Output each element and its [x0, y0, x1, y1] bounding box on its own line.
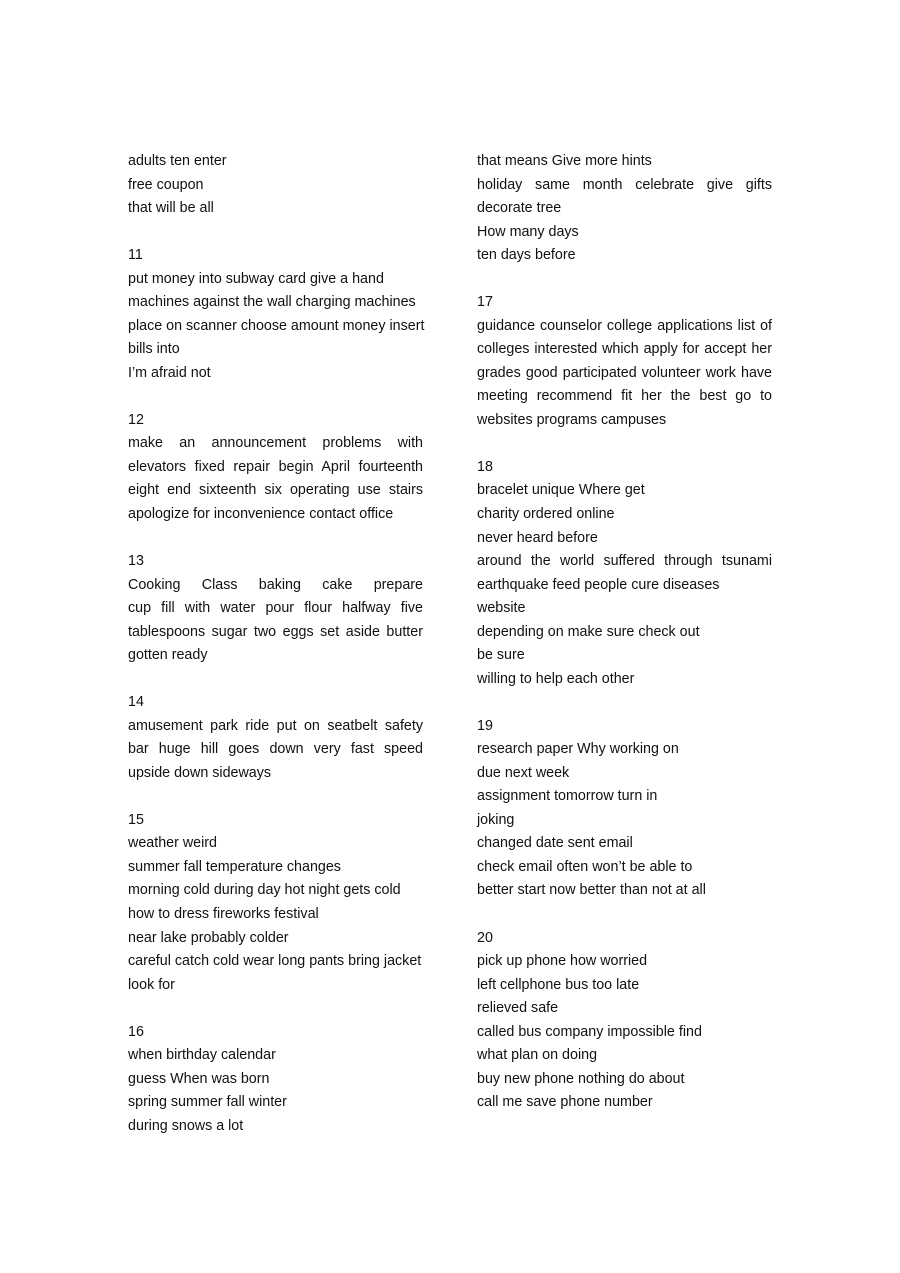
text-line: cup fill with water pour flour halfway five [128, 600, 423, 617]
blank-line [477, 268, 772, 292]
text-line: called bus company impossible find [477, 1023, 702, 1040]
text-line: guidance counselor college applications list of [477, 317, 772, 334]
text-line: look for [128, 976, 175, 993]
text-line: How many days [477, 223, 579, 240]
text-line: that means Give more hints [477, 153, 652, 169]
text-line: put money into subway card give a hand [128, 270, 384, 287]
text-line: bills into [128, 341, 180, 358]
blank-line [128, 785, 423, 809]
blank-line [477, 432, 772, 456]
text-line: colleges interested which apply for accept her [477, 341, 772, 358]
text-line: call me save phone number [477, 1094, 653, 1111]
section-number: 13 [128, 553, 144, 570]
text-line: place on scanner choose amount money insert [128, 317, 425, 334]
text-line: holiday same month celebrate give gifts [477, 176, 772, 193]
text-line: ten days before [477, 247, 576, 264]
text-line: when birthday calendar [128, 1047, 276, 1064]
text-line: decorate tree [477, 200, 562, 217]
text-line: Cooking Class baking cake prepare [128, 576, 423, 593]
text-line: depending on make sure check out [477, 623, 700, 640]
blank-line [128, 997, 423, 1021]
blank-line [128, 385, 423, 409]
text-line: website [477, 600, 526, 617]
text-line: how to dress fireworks festival [128, 906, 319, 922]
text-line: research paper Why working on [477, 741, 679, 758]
text-line: free coupon [128, 176, 204, 193]
text-line: make an announcement problems with [128, 435, 423, 452]
text-line: charity ordered online [477, 505, 615, 522]
section-number: 18 [477, 458, 493, 475]
text-line: grades good participated volunteer work have [477, 364, 772, 381]
blank-line [128, 221, 423, 245]
section-number: 14 [128, 694, 144, 711]
text-line: amusement park ride put on seatbelt safety [128, 717, 423, 734]
text-line: relieved safe [477, 1000, 559, 1017]
text-line: tablespoons sugar two eggs set aside butter [128, 623, 423, 640]
text-line: assignment tomorrow turn in [477, 788, 658, 805]
section-number: 17 [477, 294, 493, 311]
text-line: bracelet unique Where get [477, 482, 645, 499]
text-line: better start now better than not at all [477, 882, 706, 899]
text-line: upside down sideways [128, 764, 272, 781]
text-line: willing to help each other [477, 670, 635, 687]
blank-line [477, 903, 772, 927]
text-line: summer fall temperature changes [128, 858, 341, 875]
text-line: near lake probably colder [128, 929, 289, 946]
text-line: around the world suffered through tsunami [477, 553, 772, 570]
text-line: gotten ready [128, 647, 208, 664]
text-line: eight end sixteenth six operating use stairs [128, 482, 423, 499]
right-column [477, 150, 772, 1115]
section-number: 20 [477, 929, 493, 946]
text-line: careful catch cold wear long pants bring jacket [128, 953, 422, 970]
text-line: guess When was born [128, 1070, 270, 1087]
text-line: earthquake feed people cure diseases [477, 576, 720, 593]
text-line: joking [477, 811, 515, 828]
text-line: changed date sent email [477, 835, 633, 852]
section-number: 11 [128, 247, 143, 264]
section-number: 16 [128, 1023, 144, 1040]
section-number: 15 [128, 811, 144, 828]
left-column [128, 150, 423, 1138]
text-line: adults ten enter [128, 153, 227, 169]
text-line: check email often won’t be able to [477, 858, 693, 875]
text-line: due next week [477, 764, 570, 781]
text-line: buy new phone nothing do about [477, 1070, 685, 1087]
text-line: apologize for inconvenience contact office [128, 505, 394, 522]
text-line: spring summer fall winter [128, 1094, 287, 1111]
text-line: meeting recommend fit her the best go to [477, 388, 772, 405]
text-line: morning cold during day hot night gets cold [128, 882, 401, 899]
text-line: weather weird [128, 835, 217, 852]
text-line: be sure [477, 647, 525, 664]
blank-line [128, 527, 423, 551]
text-line: during snows a lot [128, 1117, 244, 1134]
text-line: what plan on doing [477, 1047, 598, 1064]
text-line: I’m afraid not [128, 364, 211, 381]
section-number: 12 [128, 411, 144, 428]
text-line: bar huge hill goes down very fast speed [128, 741, 423, 758]
blank-line [477, 691, 772, 715]
text-line: machines against the wall charging machines [128, 294, 416, 311]
section-number: 19 [477, 717, 493, 734]
text-line: that will be all [128, 200, 214, 217]
text-line: websites programs campuses [477, 411, 667, 428]
text-line: left cellphone bus too late [477, 976, 640, 993]
text-line: pick up phone how worried [477, 953, 648, 970]
blank-line [128, 668, 423, 692]
text-line: never heard before [477, 529, 598, 546]
text-line: elevators fixed repair begin April fourteenth [128, 458, 423, 475]
